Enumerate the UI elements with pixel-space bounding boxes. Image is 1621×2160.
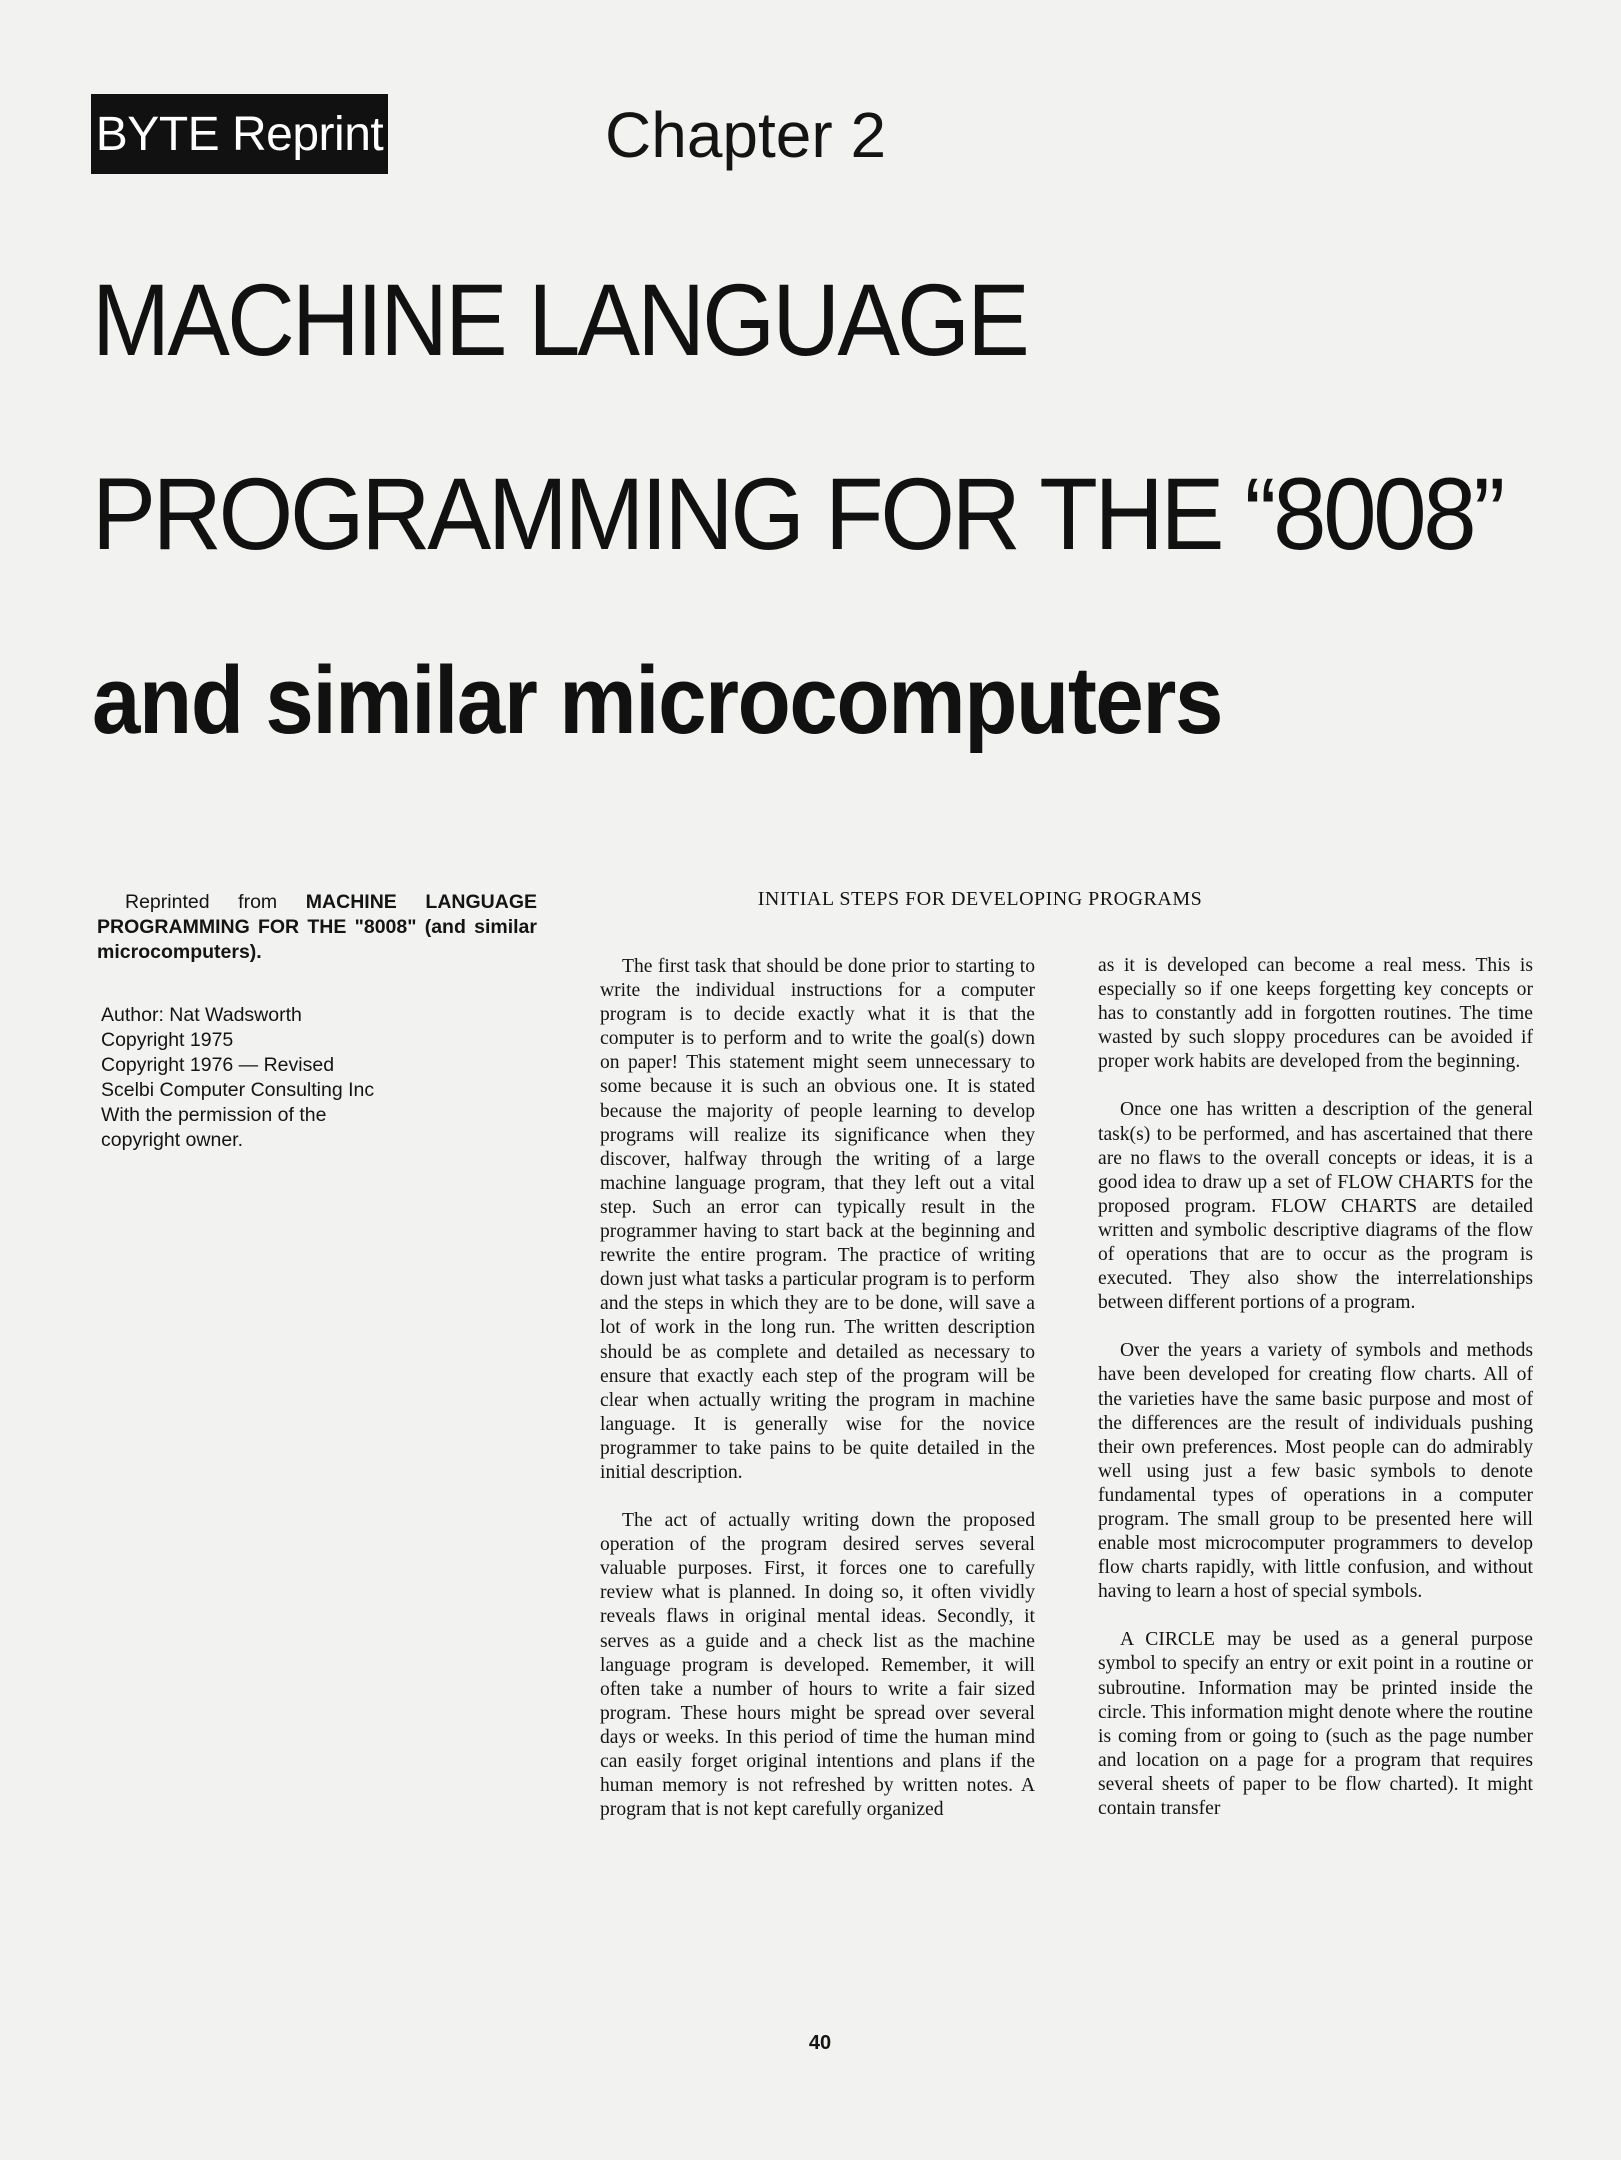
section-heading: INITIAL STEPS FOR DEVELOPING PROGRAMS (757, 888, 1203, 910)
reprint-note (97, 890, 537, 965)
credit-line: Author: Nat Wadsworth (101, 1004, 302, 1026)
body-column-right (1098, 954, 1533, 1845)
paragraph: The act of actually writing down the proposed operation of the program desired serves several valuable purposes. First, it forces one to carefully review what is planned. In doing so, it often vividly reveals flaws in original mental ideas. Secondly, it serves as a guide and a check list as the machine language program is developed. Remember, it will often take a number of hours to write a fair sized program. These hours might be spread over several days or weeks. In this period of time the human mind can easily forget original intentions and plans if the human memory is not refreshed by written notes. A program that is not kept carefully organized (600, 1510, 1035, 1821)
paragraph: as it is developed can become a real mess. This is especially so if one keeps forgetting key concepts or has to constantly add in forgotten routines. The time wasted by such sloppy procedures can be avoided if proper work habits are developed from the beginning. (1098, 955, 1533, 1073)
credits (97, 1003, 537, 1153)
body-column-left (600, 955, 1035, 1846)
reprint-prefix: Reprinted from (125, 891, 306, 913)
byte-reprint-badge: BYTE Reprint (91, 94, 388, 174)
paragraph: Once one has written a description of the general task(s) to be performed, and has ascertained that there are no flaws to the overall concepts or ideas, it is a good idea to draw up a set of FLOW CHARTS for the proposed program. FLOW CHARTS are detailed written and symbolic descriptive diagrams of the flow of operations that are to occur as the program is executed. They also show the interrelationships between different portions of a program. (1098, 1099, 1533, 1314)
reprint-source: MACHINE LANGUAGE PROGRAMMING FOR THE "8008" (and similar microcomputers). (97, 891, 537, 963)
title-line-2: PROGRAMMING FOR THE “8008” (92, 457, 1502, 571)
paragraph: Over the years a variety of symbols and methods have been developed for creating flow charts. All of the varieties have the same basic purpose and most of the differences are the result of individuals pushing their own preferences. Most people can do admirably well using just a few basic symbols to denote fundamental types of operations in a computer program. The small group to be presented here will enable most microcomputer programmers to develop flow charts rapidly, with little confusion, and without having to learn a host of special symbols. (1098, 1340, 1533, 1603)
credit-line: Copyright 1976 — Revised (101, 1054, 335, 1076)
page-number: 40 (808, 2032, 832, 2054)
reprint-sidebar (97, 890, 537, 1153)
title-line-3: and similar microcomputers (92, 647, 1222, 754)
paragraph: The first task that should be done prior to starting to write the individual instructions for a computer program is to decide exactly what it is that the computer is to perform and to write the goal(s) down on paper! This statement might seem unnecessary to some because it is such an obvious one. It is stated because the majority of people learning to develop programs will realize its significance when they discover, halfway through the writing of a large machine language program, that they left out a vital step. Such an error can typically result in the programmer having to start back at the beginning and rewrite the entire program. The practice of writing down just what tasks a particular program is to perform and the steps in which they are to be done, will save a lot of work in the long run. The written description should be as complete and detailed as necessary to ensure that exactly each step of the program will be clear when actually writing the program in machine language. It is generally wise for the novice programmer to take pains to be quite detailed in the initial description. (600, 956, 1035, 1483)
credit-line: copyright owner. (101, 1129, 243, 1151)
credit-line: Scelbi Computer Consulting Inc (101, 1079, 375, 1101)
credit-line: Copyright 1975 (101, 1029, 234, 1051)
title-line-1: MACHINE LANGUAGE (92, 263, 1027, 377)
paragraph: A CIRCLE may be used as a general purpose symbol to specify an entry or exit point in a routine or subroutine. Information may be printed inside the circle. This information might denote where the routine is coming from or going to (such as the page number and location on a page for a program that requires several sheets of paper to be flow charted). It might contain transfer (1098, 1629, 1533, 1819)
credit-line: With the permission of the (101, 1104, 327, 1126)
chapter-label: Chapter 2 (605, 99, 887, 171)
